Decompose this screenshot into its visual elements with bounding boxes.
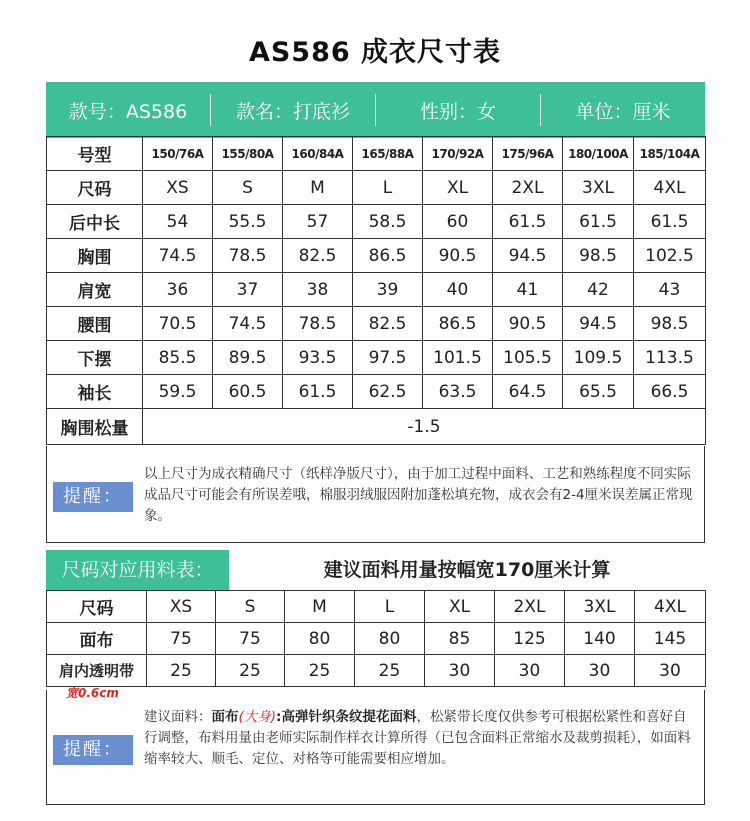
value-cell: XL <box>423 171 493 205</box>
value-cell: 98.5 <box>563 239 634 273</box>
fabric-name: 面布 <box>211 709 239 725</box>
value-cell: 61.5 <box>493 205 563 239</box>
value-cell: 65.5 <box>563 375 634 409</box>
advice-prefix: 建议面料： <box>144 709 212 725</box>
value-cell: 109.5 <box>563 341 634 375</box>
fabric-advice-text <box>144 707 699 770</box>
size-table <box>46 136 706 445</box>
value-cell: 102.5 <box>634 239 706 273</box>
value-cell: 4XL <box>635 591 706 623</box>
value-cell: 97.5 <box>353 341 423 375</box>
value-cell: 55.5 <box>213 205 283 239</box>
value-cell: 125 <box>495 623 565 655</box>
size-model-row <box>47 137 706 171</box>
value-cell: 3XL <box>565 591 635 623</box>
value-cell: 75 <box>216 623 285 655</box>
unit: 单位：厘米 <box>575 100 671 123</box>
page-title: AS586 成衣尺寸表 <box>248 37 502 68</box>
value-cell: 30 <box>635 655 706 687</box>
style-number: 款号：AS586 <box>68 100 188 123</box>
table-row <box>47 273 706 307</box>
value-cell: 30 <box>495 655 565 687</box>
style-name: 款名：打底衫 <box>235 100 350 123</box>
value-cell: 86.5 <box>423 307 493 341</box>
reminder-badge: 提醒： <box>53 735 133 765</box>
row-label: 肩内透明带 <box>47 655 147 687</box>
info-bar <box>46 82 705 138</box>
value-cell: 60.5 <box>213 375 283 409</box>
value-cell: 145 <box>635 623 706 655</box>
value-cell: XS <box>143 171 213 205</box>
info-divider <box>375 94 376 126</box>
ease-value: -1.5 <box>143 409 706 445</box>
fabric-width-note: 建议面料用量按幅宽170厘米计算 <box>323 559 611 581</box>
value-cell: 60 <box>423 205 493 239</box>
value-cell: 90.5 <box>493 307 563 341</box>
value-cell: 90.5 <box>423 239 493 273</box>
row-label: 号型 <box>47 137 143 171</box>
value-cell: 78.5 <box>283 307 353 341</box>
value-cell: 113.5 <box>634 341 706 375</box>
value-cell: 30 <box>425 655 495 687</box>
table-row <box>47 307 706 341</box>
table-row <box>47 341 706 375</box>
value-cell: 80 <box>355 623 425 655</box>
tape-width-note: 宽0.6cm <box>66 686 119 700</box>
value-cell: 41 <box>493 273 563 307</box>
info-divider <box>210 94 211 126</box>
row-label: 下摆 <box>47 341 143 375</box>
fabric-table-title: 尺码对应用料表： <box>46 550 229 590</box>
value-cell: 59.5 <box>143 375 213 409</box>
value-cell: 40 <box>423 273 493 307</box>
value-cell: 3XL <box>563 171 634 205</box>
table-row <box>47 239 706 273</box>
value-cell: 93.5 <box>283 341 353 375</box>
gender: 性别：女 <box>419 100 496 123</box>
reminder-box-2 <box>46 690 705 805</box>
value-cell: 43 <box>634 273 706 307</box>
value-cell: XS <box>147 591 216 623</box>
value-cell: 94.5 <box>563 307 634 341</box>
value-cell: 30 <box>565 655 635 687</box>
ease-row <box>47 409 706 445</box>
value-cell: 89.5 <box>213 341 283 375</box>
value-cell: 78.5 <box>213 239 283 273</box>
row-label: 尺码 <box>47 591 147 623</box>
value-cell: M <box>283 171 353 205</box>
value-cell: 85.5 <box>143 341 213 375</box>
row-label: 胸围松量 <box>47 409 143 445</box>
row-label: 胸围 <box>47 239 143 273</box>
value-cell: 25 <box>216 655 285 687</box>
row-label: 面布 <box>47 623 147 655</box>
value-cell: 74.5 <box>213 307 283 341</box>
value-cell: 74.5 <box>143 239 213 273</box>
value-cell: 86.5 <box>353 239 423 273</box>
value-cell: 62.5 <box>353 375 423 409</box>
value-cell: 25 <box>285 655 355 687</box>
value-cell: 38 <box>283 273 353 307</box>
value-cell: 61.5 <box>563 205 634 239</box>
value-cell: 61.5 <box>283 375 353 409</box>
reminder-box-1 <box>46 446 705 543</box>
value-cell: 61.5 <box>634 205 706 239</box>
value-cell: M <box>285 591 355 623</box>
fabric-table <box>46 590 706 687</box>
value-cell: 42 <box>563 273 634 307</box>
row-label: 后中长 <box>47 205 143 239</box>
fabric-tag: (大身) <box>238 709 277 725</box>
value-cell: 37 <box>213 273 283 307</box>
row-label: 肩宽 <box>47 273 143 307</box>
model-cell: 150/76A <box>143 137 213 171</box>
reminder-text: 以上尺寸为成衣精确尺寸（纸样净版尺寸），由于加工过程中面料、工艺和熟练程度不同实际成品尺寸可能会有所误差哦，棉服羽绒服因附加蓬松填充物，成衣会有2-4厘米误差属正常现象。 <box>144 466 693 524</box>
value-cell: S <box>213 171 283 205</box>
value-cell: 85 <box>425 623 495 655</box>
model-cell: 170/92A <box>423 137 493 171</box>
fabric-description: :高弹针织条纹提花面料 <box>276 709 417 725</box>
row-label: 腰围 <box>47 307 143 341</box>
value-cell: 82.5 <box>283 239 353 273</box>
value-cell: 2XL <box>495 591 565 623</box>
value-cell: 58.5 <box>353 205 423 239</box>
row-label: 尺码 <box>47 171 143 205</box>
model-cell: 185/104A <box>634 137 706 171</box>
value-cell: 39 <box>353 273 423 307</box>
value-cell: 105.5 <box>493 341 563 375</box>
value-cell: 25 <box>147 655 216 687</box>
value-cell: 25 <box>355 655 425 687</box>
value-cell: 75 <box>147 623 216 655</box>
value-cell: L <box>355 591 425 623</box>
model-cell: 160/84A <box>283 137 353 171</box>
value-cell: 2XL <box>493 171 563 205</box>
model-cell: 175/96A <box>493 137 563 171</box>
value-cell: 57 <box>283 205 353 239</box>
model-cell: 165/88A <box>353 137 423 171</box>
value-cell: 63.5 <box>423 375 493 409</box>
table-row <box>47 375 706 409</box>
info-divider <box>540 94 541 126</box>
advice-rest: ，松紧带长度仅供参考可根据松紧性和喜好自行调整，布料用量由老师实际制作样衣计算所得（已包含面料正常缩水及裁剪损耗），如面料缩率较大、顺毛、定位、对格等可能需要相应增加。 <box>144 709 691 767</box>
model-cell: 180/100A <box>563 137 634 171</box>
value-cell: L <box>353 171 423 205</box>
table-row <box>47 591 706 623</box>
row-label: 袖长 <box>47 375 143 409</box>
value-cell: 94.5 <box>493 239 563 273</box>
table-row <box>47 171 706 205</box>
value-cell: 66.5 <box>634 375 706 409</box>
value-cell: 64.5 <box>493 375 563 409</box>
model-cell: 155/80A <box>213 137 283 171</box>
value-cell: 98.5 <box>634 307 706 341</box>
table-row <box>47 655 706 687</box>
value-cell: 54 <box>143 205 213 239</box>
table-row <box>47 205 706 239</box>
value-cell: 101.5 <box>423 341 493 375</box>
fabric-header <box>46 550 705 590</box>
reminder-badge: 提醒： <box>53 482 133 512</box>
value-cell: 82.5 <box>353 307 423 341</box>
value-cell: 140 <box>565 623 635 655</box>
value-cell: 36 <box>143 273 213 307</box>
value-cell: 80 <box>285 623 355 655</box>
value-cell: 70.5 <box>143 307 213 341</box>
value-cell: S <box>216 591 285 623</box>
value-cell: 4XL <box>634 171 706 205</box>
value-cell: XL <box>425 591 495 623</box>
table-row <box>47 623 706 655</box>
